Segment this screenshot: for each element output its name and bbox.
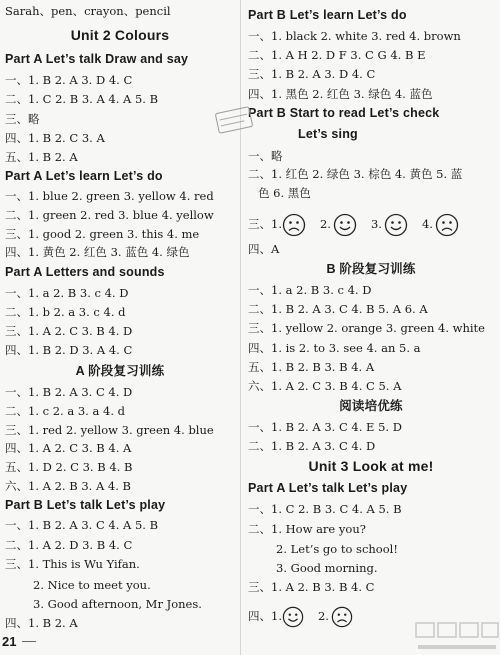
line-text: 一、略: [248, 149, 283, 163]
line-text: 二、1. A 2. D 3. B 4. C: [5, 538, 133, 552]
line-text: 3. Good morning.: [276, 561, 378, 575]
line-text: B 阶段复习训练: [326, 262, 416, 276]
line-text: Part B Let’s learn Let’s do: [248, 8, 407, 22]
answer-line: [276, 542, 398, 556]
answer-line: [5, 460, 132, 474]
line-text: 一、1. C 2. B 3. C 4. A 5. B: [248, 502, 402, 516]
line-text: 四、1. 黄色 2. 红色 3. 蓝色 4. 绿色: [5, 245, 190, 259]
answer-line: [258, 186, 311, 200]
line-text: 二、1. B 2. A 3. C 4. B 5. A 6. A: [248, 302, 428, 316]
line-text: 一、1. a 2. B 3. c 4. D: [248, 283, 372, 297]
answer-line: [5, 208, 214, 222]
line-text: Part B Start to read Let’s check: [248, 106, 440, 120]
smiley-face-icon: [282, 606, 304, 628]
answer-line: [5, 227, 199, 241]
line-text: 3. Good afternoon, Mr Jones.: [33, 597, 202, 611]
line-text: Let’s sing: [298, 127, 358, 141]
answer-line: [248, 379, 401, 393]
section-heading: [242, 399, 500, 413]
page-rule: [22, 641, 36, 642]
line-text: Part A Let’s talk Draw and say: [5, 52, 189, 66]
section-heading: [5, 498, 165, 512]
line-text: Part B Let’s talk Let’s play: [5, 498, 166, 512]
line-text: 四、1. is 2. to 3. see 4. an 5. a: [248, 341, 421, 355]
line-text: Sarah、pen、crayon、pencil: [5, 4, 171, 18]
line-text: 五、1. B 2. B 3. B 4. A: [248, 360, 375, 374]
line-text: 四、1. A 2. C 3. B 4. A: [5, 441, 132, 455]
answer-line: [5, 441, 131, 455]
line-text: 三、1. yellow 2. orange 3. green 4. white: [248, 321, 485, 335]
section-heading: [298, 127, 358, 141]
line-text: 二、1. A H 2. D F 3. C G 4. B E: [248, 48, 426, 62]
section-heading: [248, 481, 407, 495]
answer-line: [5, 538, 132, 552]
answer-line: [5, 324, 132, 338]
column-divider: [240, 0, 241, 655]
sad-face-icon: [331, 606, 353, 628]
section-heading: [5, 52, 188, 66]
answer-line: [5, 112, 40, 126]
answer-line: [248, 167, 462, 181]
line-text: 二、1. b 2. a 3. c 4. d: [5, 305, 126, 319]
line-text: 2. Nice to meet you.: [33, 578, 151, 592]
answer-line: [5, 245, 189, 259]
line-text: 六、1. A 2. B 3. A 4. B: [5, 479, 131, 493]
line-text: 五、1. B 2. A: [5, 150, 78, 164]
answer-line: [248, 580, 374, 594]
line-text: Part A Letters and sounds: [5, 265, 165, 279]
answer-line: [5, 92, 158, 106]
line-text: 四、1. 黑色 2. 红色 3. 绿色 4. 蓝色: [248, 87, 433, 101]
line-text: A 阶段复习训练: [75, 364, 165, 378]
line-text: 二、1. B 2. A 3. C 4. D: [248, 439, 376, 453]
answer-line: [248, 283, 371, 297]
answer-line: [33, 578, 151, 592]
answer-line: [248, 420, 402, 434]
line-text: 四、1. B 2. D 3. A 4. C: [5, 343, 133, 357]
line-text: 二、1. 红色 2. 绿色 3. 棕色 4. 黄色 5. 蓝: [248, 167, 463, 181]
answer-line: [5, 131, 105, 145]
line-text: 三、1. red 2. yellow 3. green 4. blue: [5, 423, 214, 437]
answer-line: [248, 360, 374, 374]
stamp-icon: [214, 105, 254, 134]
answer-line: [248, 242, 279, 256]
line-text: 三、1. This is Wu Yifan.: [5, 557, 140, 571]
answer-line: [248, 321, 485, 335]
answer-line: [5, 343, 132, 357]
answer-line: [5, 404, 125, 418]
line-text: 一、1. B 2. A 3. C 4. E 5. D: [248, 420, 402, 434]
answer-line: [248, 149, 283, 163]
section-heading: [248, 106, 439, 120]
answer-line: [33, 597, 202, 611]
smiley-label: 2.: [319, 217, 331, 231]
answer-line: [5, 150, 78, 164]
answer-line: [5, 616, 78, 630]
smiley-label: 2.: [317, 609, 329, 623]
line-text: Part A Let’s learn Let’s do: [5, 169, 163, 183]
line-text: 三、1. A 2. C 3. B 4. D: [5, 324, 133, 338]
answer-line: [248, 522, 366, 536]
answer-line: [248, 48, 425, 62]
answer-line: [5, 423, 214, 437]
answer-line: [5, 286, 128, 300]
line-text: 色 6. 黑色: [258, 186, 311, 200]
line-text: 四、1. B 2. C 3. A: [5, 131, 105, 145]
page-number: 21: [2, 634, 17, 649]
answer-line: [5, 518, 158, 532]
line-text: 一、1. B 2. A 3. D 4. C: [5, 73, 133, 87]
watermark-logo-icon: [414, 620, 500, 655]
section-heading: [0, 28, 240, 42]
answer-line: [248, 606, 353, 628]
answer-line: [248, 213, 459, 237]
answer-line: [248, 67, 375, 81]
line-text: 二、1. c 2. a 3. a 4. d: [5, 404, 125, 418]
line-text: 四、1. B 2. A: [5, 616, 78, 630]
line-text: 二、1. green 2. red 3. blue 4. yellow: [5, 208, 214, 222]
smiley-label: 3.: [370, 217, 382, 231]
line-text: 一、1. blue 2. green 3. yellow 4. red: [5, 189, 214, 203]
section-heading: [242, 459, 500, 473]
answer-line: [5, 385, 132, 399]
answer-line: [5, 73, 132, 87]
line-text: Unit 3 Look at me!: [308, 458, 434, 474]
sad-face-icon: [435, 213, 459, 237]
line-text: 三、1. A 2. B 3. B 4. C: [248, 580, 375, 594]
answer-line: [5, 557, 140, 571]
line-text: Unit 2 Colours: [70, 27, 170, 43]
line-text: 一、1. B 2. A 3. C 4. A 5. B: [5, 518, 159, 532]
section-heading: [5, 169, 163, 183]
line-text: 一、1. a 2. B 3. c 4. D: [5, 286, 129, 300]
section-heading: [242, 262, 500, 276]
line-text: 三、1. B 2. A 3. D 4. C: [248, 67, 376, 81]
answer-line: [276, 561, 378, 575]
line-text: 四、1.: [248, 609, 282, 623]
line-text: 一、1. B 2. A 3. C 4. D: [5, 385, 133, 399]
section-heading: [248, 8, 407, 22]
line-text: 阅读培优练: [339, 399, 403, 413]
answer-line: [248, 341, 421, 355]
line-text: 二、1. How are you?: [248, 522, 366, 536]
smiley-face-icon: [333, 213, 357, 237]
line-text: 二、1. C 2. B 3. A 4. A 5. B: [5, 92, 159, 106]
sad-face-icon: [282, 213, 306, 237]
answer-line: [248, 29, 461, 43]
answer-line: [5, 4, 171, 18]
answer-line: [5, 479, 131, 493]
answer-line: [248, 302, 428, 316]
answer-line: [248, 87, 432, 101]
line-text: 2. Let’s go to school!: [276, 542, 398, 556]
answer-line: [5, 189, 214, 203]
section-heading: [5, 265, 165, 279]
line-text: 一、1. black 2. white 3. red 4. brown: [248, 29, 461, 43]
smiley-face-icon: [384, 213, 408, 237]
answer-line: [5, 305, 126, 319]
line-text: Part A Let’s talk Let’s play: [248, 481, 408, 495]
answer-line: [248, 439, 375, 453]
answer-line: [248, 502, 402, 516]
line-text: 四、A: [248, 242, 280, 256]
line-text: 三、1. good 2. green 3. this 4. me: [5, 227, 200, 241]
line-text: 六、1. A 2. C 3. B 4. C 5. A: [248, 379, 402, 393]
smiley-label: 4.: [421, 217, 433, 231]
line-text: 三、略: [5, 112, 40, 126]
line-text: 五、1. D 2. C 3. B 4. B: [5, 460, 133, 474]
section-heading: [0, 364, 240, 378]
line-text: 三、1.: [248, 217, 282, 231]
